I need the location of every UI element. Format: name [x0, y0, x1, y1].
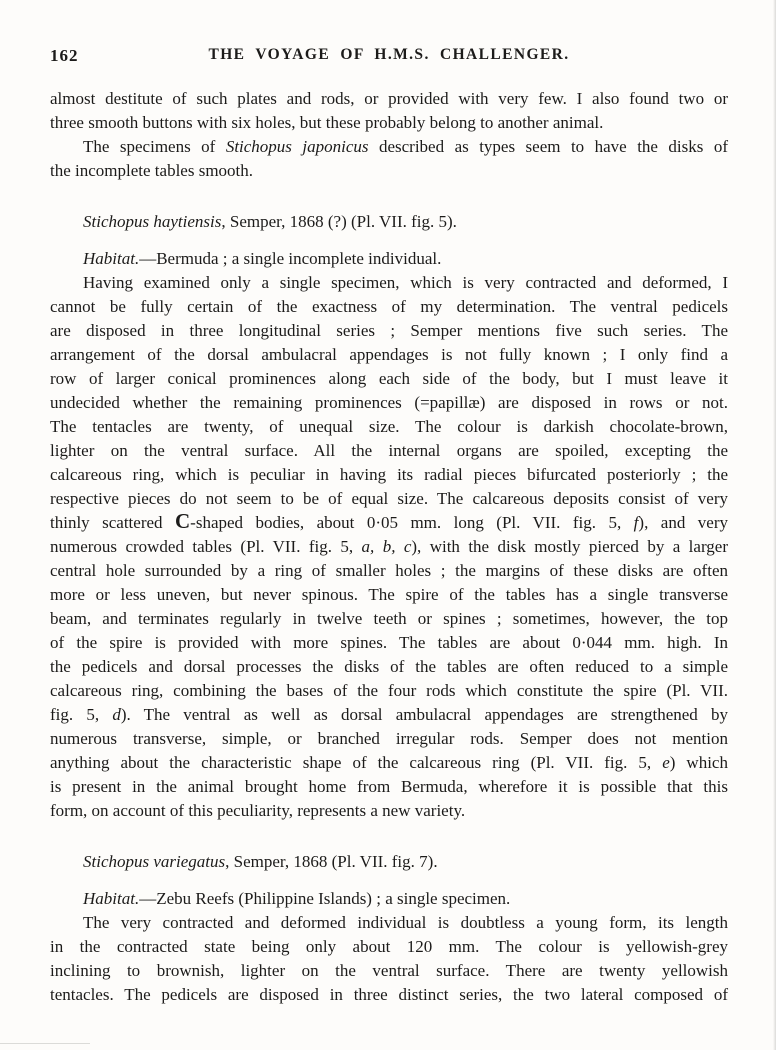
text-segment: ), and very	[638, 513, 728, 532]
haytiensis-heading	[50, 210, 728, 234]
italic-text: e	[662, 753, 670, 772]
text-segment: more or less uneven, but never spinous. The spire of the tables has a single transverse	[50, 585, 728, 604]
intro-continuation	[50, 87, 728, 135]
text-segment: numerous crowded tables (Pl. VII. fig. 5,	[50, 537, 362, 556]
text-line	[50, 583, 728, 607]
variegatus-description	[50, 911, 728, 1007]
text-segment: the incomplete tables smooth.	[50, 161, 254, 180]
text-line	[50, 631, 728, 655]
page-body	[50, 87, 728, 1007]
variegatus-habitat	[50, 887, 728, 911]
text-line	[50, 271, 728, 295]
text-line	[50, 655, 728, 679]
text-segment: of the spire is provided with more spines. The tables are about 0·044 mm. high. In	[50, 633, 728, 652]
page-number: 162	[50, 46, 79, 65]
text-segment: the pedicels and dorsal processes the disks of the tables are often reduced to a simple	[50, 657, 728, 676]
text-segment: ). The ventral as well as dorsal ambulacral appendages are strengthened by	[120, 705, 728, 724]
text-line	[50, 935, 728, 959]
text-segment: undecided whether the remaining prominences (=papillæ) are disposed in rows or not.	[50, 393, 728, 412]
text-line	[50, 487, 728, 511]
text-line	[50, 247, 728, 271]
text-line	[50, 343, 728, 367]
text-line	[50, 850, 728, 874]
text-segment: is present in the animal brought home from Bermuda, wherefore it is possible that this	[50, 777, 728, 796]
italic-text: Habitat.	[83, 249, 140, 268]
text-line	[50, 983, 728, 1007]
text-segment: arrangement of the dorsal ambulacral appendages is not fully known ; I only find a	[50, 345, 728, 364]
italic-text: Stichopus variegatus	[83, 852, 226, 871]
italic-text: f	[633, 513, 639, 532]
text-segment: The specimens of	[83, 137, 226, 156]
text-segment: calcareous ring, which is peculiar in having its radial pieces bifurcated posteriorly ; the	[50, 465, 728, 484]
italic-text: Habitat.	[83, 889, 140, 908]
text-line	[50, 463, 728, 487]
text-segment: central hole surrounded by a ring of smaller holes ; the margins of these disks are often	[50, 561, 728, 580]
text-segment: —Bermuda ; a single incomplete individual.	[139, 249, 442, 268]
text-line	[50, 727, 728, 751]
text-line	[50, 210, 728, 234]
italic-text: d	[112, 705, 121, 724]
italic-text: a, b, c	[361, 537, 412, 556]
text-segment: numerous transverse, simple, or branched irregular rods. Semper does not mention	[50, 729, 728, 748]
text-segment: are disposed in three longitudinal series ; Semper mentions five such series. The	[50, 321, 728, 340]
text-line	[50, 415, 728, 439]
text-line	[50, 159, 728, 183]
text-line	[50, 87, 728, 111]
text-segment: -shaped bodies, about 0·05 mm. long (Pl. VII. fig. 5,	[190, 513, 634, 532]
text-segment: , Semper, 1868 (Pl. VII. fig. 7).	[225, 852, 438, 871]
text-line	[50, 775, 728, 799]
text-line	[50, 319, 728, 343]
text-line	[50, 559, 728, 583]
text-segment: ), with the disk mostly pierced by a larger	[411, 537, 729, 556]
page-header	[50, 46, 728, 66]
italic-text: Stichopus haytiensis	[83, 212, 222, 231]
japonicus-note	[50, 135, 728, 183]
text-segment: tentacles. The pedicels are disposed in three distinct series, the two lateral composed of	[50, 985, 728, 1004]
text-line	[50, 799, 728, 823]
text-segment: The very contracted and deformed individual is doubtless a young form, its length	[83, 913, 728, 932]
haytiensis-description	[50, 271, 728, 823]
text-line	[50, 135, 728, 159]
text-line	[50, 959, 728, 983]
text-segment: cannot be fully certain of the exactness of my determination. The ventral pedicels	[50, 297, 728, 316]
text-line	[50, 911, 728, 935]
text-line	[50, 751, 728, 775]
text-segment: , Semper, 1868 (?) (Pl. VII. fig. 5).	[221, 212, 457, 231]
text-line	[50, 295, 728, 319]
text-segment: row of larger conical prominences along each side of the body, but I must leave it	[50, 369, 728, 388]
text-segment: described as types seem to have the disks of	[368, 137, 729, 156]
text-segment: almost destitute of such plates and rods, or provided with very few. I also found two or	[50, 89, 728, 108]
text-segment: —Zebu Reefs (Philippine Islands) ; a single specimen.	[139, 889, 511, 908]
text-line	[50, 367, 728, 391]
haytiensis-habitat	[50, 247, 728, 271]
italic-text: Stichopus japonicus	[225, 137, 369, 156]
text-segment: lighter on the ventral surface. All the internal organs are spoiled, excepting the	[50, 441, 728, 460]
text-line	[50, 535, 728, 559]
text-segment: beam, and terminates regularly in twelve teeth or spines ; sometimes, however, the top	[50, 609, 728, 628]
text-segment: in the contracted state being only about 120 mm. The colour is yellowish-grey	[50, 937, 728, 956]
text-line	[50, 887, 728, 911]
text-segment: form, on account of this peculiarity, represents a new variety.	[50, 801, 466, 820]
text-line	[50, 511, 728, 535]
text-segment: respective pieces do not seem to be of equal size. The calcareous deposits consist of very	[50, 489, 728, 508]
text-segment: thinly scattered	[50, 513, 175, 532]
text-segment: calcareous ring, combining the bases of the four rods which constitute the spire (Pl. VII.	[50, 681, 728, 700]
text-line	[50, 391, 728, 415]
text-segment: three smooth buttons with six holes, but these probably belong to another animal.	[50, 113, 604, 132]
text-segment: anything about the characteristic shape of the calcareous ring (Pl. VII. fig. 5,	[50, 753, 663, 772]
text-line	[50, 679, 728, 703]
text-segment: Having examined only a single specimen, which is very contracted and deformed, I	[83, 273, 728, 292]
text-line	[50, 607, 728, 631]
text-segment: inclining to brownish, lighter on the ventral surface. There are twenty yellowish	[50, 961, 728, 980]
display-capital: C	[175, 509, 191, 533]
text-segment: The tentacles are twenty, of unequal size. The colour is darkish chocolate-brown,	[50, 417, 728, 436]
text-line	[50, 111, 728, 135]
text-segment: ) which	[669, 753, 728, 772]
running-title: THE VOYAGE OF H.M.S. CHALLENGER.	[208, 46, 570, 63]
text-segment: fig. 5,	[50, 705, 113, 724]
variegatus-heading	[50, 850, 728, 874]
text-line	[50, 439, 728, 463]
text-line	[50, 703, 728, 727]
